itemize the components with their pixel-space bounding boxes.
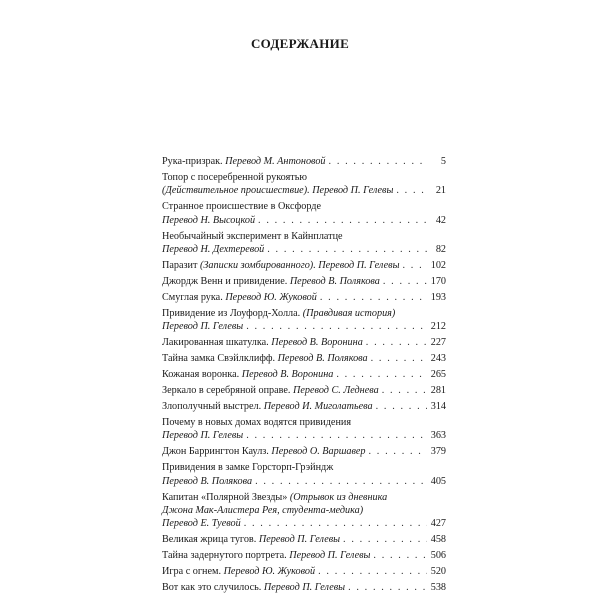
toc-entry-line: [162, 200, 446, 213]
toc-page-number: 379: [430, 446, 446, 458]
toc-entry-line: [162, 352, 446, 365]
toc-story-title: Необычайный эксперимент в Кайнплатце: [162, 230, 343, 242]
toc-entry-line: [162, 368, 446, 381]
toc-story-title: Привидения в замке Горсторп-Грэйндж: [162, 462, 334, 474]
toc-story-title: Тайна замка Свэйлклифф.: [162, 353, 278, 365]
toc-entry: [162, 565, 446, 578]
toc-entry: [162, 445, 446, 458]
toc-story-title: Смуглая рука.: [162, 291, 226, 303]
toc-page-number: 363: [430, 430, 446, 442]
toc-page-number: 227: [430, 337, 446, 349]
toc-entry-line: [162, 275, 446, 288]
toc-entry-text: [162, 517, 241, 530]
dot-leader: [382, 384, 427, 397]
toc-entry-text: [162, 565, 315, 578]
toc-page-number: 5: [440, 156, 446, 167]
toc-translator-credit: Перевод В. Воронина: [271, 337, 363, 349]
toc-story-title: Рука-призрак.: [162, 156, 226, 167]
dot-leader: [396, 184, 427, 197]
toc-story-title: Злополучный выстрел.: [162, 401, 264, 412]
toc-entry-line: [162, 461, 446, 474]
toc-story-title: Джон Баррингтон Каулз.: [162, 446, 272, 458]
toc-translator-credit: Перевод В. Полякова: [162, 475, 253, 487]
toc-translator-credit: Перевод С. Леднева: [293, 385, 379, 397]
toc-entry-line: [162, 184, 446, 197]
toc-entry-line: [162, 549, 446, 562]
toc-entry-line: [162, 320, 446, 333]
toc-page-number: 170: [430, 275, 446, 287]
toc-entry-text: [162, 581, 345, 594]
toc-story-title: Великая жрица тугов.: [162, 534, 259, 546]
toc-entry-line: [162, 230, 446, 243]
toc-entry-text: [162, 549, 370, 562]
toc-entry: [162, 461, 446, 488]
dot-leader: [320, 291, 427, 304]
toc-story-title: Тайна задернутого портрета.: [162, 550, 290, 562]
toc-translator-credit: (Правдивая история): [302, 307, 396, 319]
toc-page-number: 405: [430, 475, 446, 487]
toc-entry: [162, 336, 446, 349]
toc-translator-credit: Перевод В. Полякова: [277, 353, 368, 365]
toc-translator-credit: Перевод Ю. Жуковой: [225, 291, 317, 303]
toc-translator-credit: Перевод В. Полякова: [289, 275, 380, 287]
table-of-contents: [162, 155, 446, 597]
toc-translator-credit: Перевод П. Гелевы: [258, 534, 341, 546]
toc-entry: [162, 549, 446, 562]
toc-entry: [162, 400, 446, 413]
toc-page-number: 21: [435, 185, 446, 197]
toc-entry-line: [162, 429, 446, 442]
toc-entry-line: [162, 259, 446, 272]
toc-entry: [162, 155, 446, 168]
toc-translator-credit: (Отрывок из дневника: [289, 491, 388, 503]
toc-entry-line: [162, 400, 446, 413]
dot-leader: [255, 475, 427, 488]
toc-entry-line: [162, 517, 446, 530]
dot-leader: [246, 320, 427, 333]
toc-translator-credit: Перевод Н. Дехтеревой: [162, 243, 265, 255]
toc-page-number: 193: [430, 291, 446, 303]
toc-translator-credit: Перевод М. Антоновой: [225, 156, 326, 167]
toc-entry: [162, 491, 446, 531]
dot-leader: [329, 155, 427, 168]
toc-entry-text: [162, 320, 243, 333]
toc-story-title: Капитан «Полярной Звезды»: [162, 491, 290, 503]
dot-leader: [258, 214, 427, 227]
toc-entry: [162, 416, 446, 443]
toc-story-title: Привидение из Лоуфорд-Холла.: [162, 307, 303, 319]
dot-leader: [318, 565, 427, 578]
toc-entry-line: [162, 565, 446, 578]
toc-translator-credit: Перевод Ю. Жуковой: [223, 566, 316, 578]
toc-story-title: Кожаная воронка.: [162, 369, 242, 381]
dot-leader: [371, 352, 427, 365]
dot-leader: [402, 259, 427, 272]
toc-story-title: Топор с посеребренной рукоятью: [162, 171, 307, 183]
toc-entry-text: [162, 155, 326, 168]
toc-entry-text: [162, 533, 340, 546]
toc-story-title: Странное происшествие в Оксфорде: [162, 201, 321, 213]
toc-entry-text: [162, 504, 363, 517]
dot-leader: [336, 368, 427, 381]
toc-entry-text: [162, 259, 399, 272]
toc-page-number: 458: [430, 534, 446, 546]
toc-entry: [162, 291, 446, 304]
toc-entry: [162, 230, 446, 257]
toc-entry-text: [162, 461, 333, 474]
toc-page-number: 506: [430, 550, 446, 562]
toc-entry-line: [162, 533, 446, 546]
toc-translator-credit: (Записки зомбированного). Перевод П. Гелевы: [199, 259, 400, 271]
toc-translator-credit: Перевод П. Гелевы: [263, 582, 346, 594]
toc-page-number: 314: [430, 401, 446, 412]
dot-leader: [348, 581, 427, 594]
toc-entry-text: [162, 214, 255, 227]
toc-entry-text: [162, 230, 343, 243]
toc-page-number: 212: [430, 321, 446, 333]
dot-leader: [246, 429, 427, 442]
toc-entry-text: [162, 352, 368, 365]
toc-entry-line: [162, 475, 446, 488]
toc-translator-credit: Перевод П. Гелевы: [162, 430, 244, 442]
toc-entry-line: [162, 214, 446, 227]
toc-page-number: 427: [430, 518, 446, 530]
toc-entry: [162, 171, 446, 198]
toc-entry-line: [162, 243, 446, 256]
page-title: СОДЕРЖАНИЕ: [250, 36, 350, 51]
toc-entry-line: [162, 155, 446, 168]
toc-entry-text: [162, 243, 264, 256]
toc-entry-line: [162, 171, 446, 184]
toc-entry-text: [162, 307, 395, 320]
toc-entry-text: [162, 200, 321, 213]
toc-story-title: Вот как это случилось.: [162, 582, 264, 594]
dot-leader: [383, 275, 427, 288]
toc-translator-credit: Перевод О. Варшавер: [271, 446, 366, 458]
dot-leader: [267, 243, 427, 256]
toc-translator-credit: Перевод Н. Высоцкой: [162, 214, 256, 226]
toc-entry: [162, 352, 446, 365]
toc-page-number: 265: [430, 369, 446, 381]
toc-page-number: 243: [430, 353, 446, 365]
toc-translator-credit: Джона Мак-Алистера Рея, студента-медика): [162, 504, 364, 516]
toc-page-number: 82: [435, 243, 446, 255]
toc-entry-text: [162, 416, 351, 429]
toc-page-number: 102: [430, 259, 446, 271]
dot-leader: [373, 549, 427, 562]
toc-entry-text: [162, 429, 243, 442]
dot-leader: [343, 533, 427, 546]
toc-entry-text: [162, 368, 333, 381]
dot-leader: [369, 445, 427, 458]
toc-entry-line: [162, 307, 446, 320]
toc-entry-text: [162, 171, 307, 184]
toc-entry-line: [162, 504, 446, 517]
toc-translator-credit: (Действительное происшествие).: [162, 185, 313, 197]
toc-page-number: 520: [430, 566, 446, 578]
toc-entry: [162, 533, 446, 546]
toc-entry: [162, 384, 446, 397]
toc-entry-text: [162, 475, 252, 488]
toc-entry: [162, 200, 446, 227]
toc-story-title: Игра с огнем.: [162, 566, 224, 578]
toc-entry-text: [162, 184, 393, 197]
toc-entry: [162, 275, 446, 288]
toc-entry-line: [162, 581, 446, 594]
toc-page-number: 42: [435, 214, 446, 226]
toc-entry: [162, 581, 446, 594]
toc-story-title: Паразит: [162, 259, 200, 271]
toc-translator-credit: Перевод В. Воронина: [241, 369, 334, 381]
toc-entry-line: [162, 384, 446, 397]
toc-entry-line: [162, 416, 446, 429]
toc-entry-line: [162, 291, 446, 304]
toc-entry-line: [162, 336, 446, 349]
toc-translator-credit: Перевод П. Гелевы: [289, 550, 371, 562]
toc-entry-line: [162, 445, 446, 458]
toc-entry-text: [162, 445, 366, 458]
toc-page-number: 281: [430, 385, 446, 397]
toc-entry-text: [162, 400, 373, 413]
toc-entry-text: [162, 491, 387, 504]
toc-page-number: 538: [430, 582, 446, 594]
toc-entry-text: [162, 291, 317, 304]
toc-entry-text: [162, 384, 379, 397]
toc-story-title: Лакированная шкатулка.: [162, 337, 272, 349]
dot-leader: [244, 517, 427, 530]
dot-leader: [376, 400, 427, 413]
toc-translator-credit: Перевод П. Гелевы: [312, 185, 394, 197]
toc-story-title: Джордж Венн и привидение.: [162, 275, 290, 287]
toc-story-title: Зеркало в серебряной оправе.: [162, 385, 294, 397]
toc-entry-text: [162, 275, 380, 288]
toc-translator-credit: Перевод Е. Туевой: [162, 518, 241, 530]
toc-story-title: Почему в новых домах водятся привидения: [162, 416, 352, 428]
toc-translator-credit: Перевод П. Гелевы: [162, 321, 244, 333]
toc-entry: [162, 307, 446, 334]
toc-entry-line: [162, 491, 446, 504]
dot-leader: [366, 336, 427, 349]
toc-entry: [162, 368, 446, 381]
toc-entry-text: [162, 336, 363, 349]
toc-translator-credit: Перевод И. Миголатьева: [263, 401, 373, 412]
toc-entry: [162, 259, 446, 272]
